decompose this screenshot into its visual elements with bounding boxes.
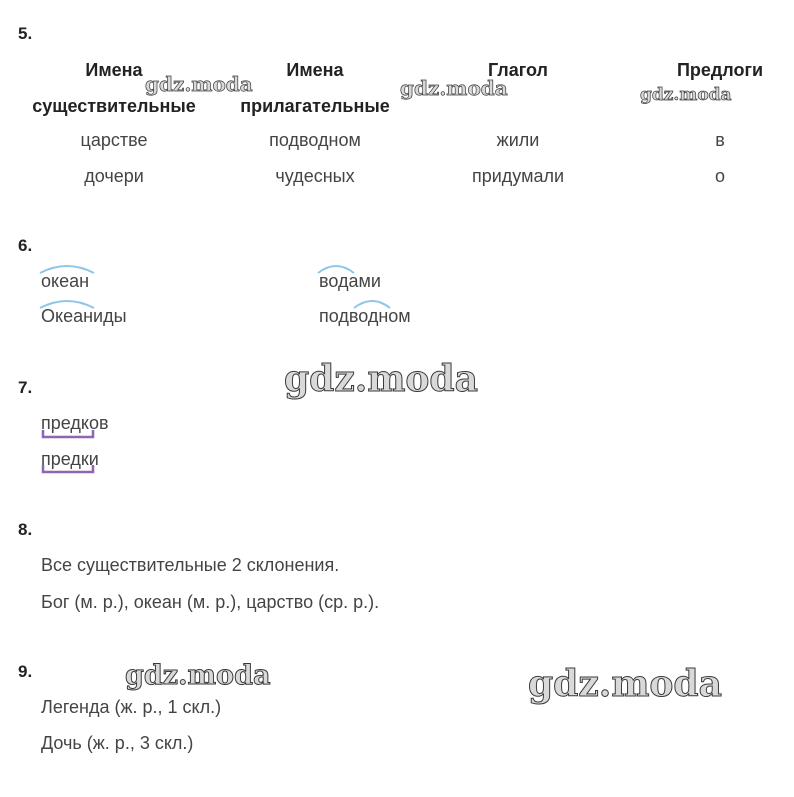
task-9-number: 9. — [18, 662, 33, 681]
task-8-line-2: Бог (м. р.), океан (м. р.), царство (ср. р.). — [41, 592, 380, 612]
task-9-line-1: Легенда (ж. р., 1 скл.) — [41, 697, 222, 717]
suffix-mark — [41, 428, 97, 440]
watermark: gdz.moda — [400, 76, 508, 100]
watermark: gdz.moda — [640, 85, 732, 105]
table-cell: чудесных — [275, 166, 355, 186]
header-adjectives-line2: прилагательные — [240, 96, 390, 116]
watermark: gdz.moda — [125, 660, 271, 691]
table-cell: жили — [496, 130, 540, 150]
task-8-number: 8. — [18, 520, 33, 539]
task-5-number: 5. — [18, 24, 33, 43]
header-nouns-line2: существительные — [32, 96, 196, 116]
word-predki: предки — [41, 449, 99, 469]
suffix-mark — [41, 463, 97, 475]
word-okeanidy: Океаниды — [41, 306, 127, 326]
word-predkov: предков — [41, 413, 109, 433]
table-cell: дочери — [84, 166, 144, 186]
header-prepositions-line1: Предлоги — [676, 60, 764, 80]
watermark: gdz.moda — [145, 72, 253, 96]
word-ocean: океан — [41, 271, 90, 291]
task-7-number: 7. — [18, 378, 33, 397]
header-nouns-line1: Имена — [85, 60, 143, 80]
task-9-line-2: Дочь (ж. р., 3 скл.) — [41, 733, 194, 753]
table-cell: царстве — [80, 130, 148, 150]
table-cell: в — [715, 130, 725, 150]
header-adjectives-line1: Имена — [286, 60, 344, 80]
table-cell: подводном — [269, 130, 361, 150]
watermark: gdz.moda — [528, 663, 722, 705]
watermark: gdz.moda — [284, 358, 478, 400]
task-8-line-1: Все существительные 2 склонения. — [41, 555, 340, 575]
task-6-number: 6. — [18, 236, 33, 255]
word-podvodnom: подводном — [319, 306, 411, 326]
header-prepositions — [620, 52, 794, 88]
word-vodami: водами — [319, 271, 381, 291]
table-cell: придумали — [471, 166, 565, 186]
header-verb-line1: Глагол — [488, 60, 548, 80]
table-cell: о — [714, 166, 725, 186]
